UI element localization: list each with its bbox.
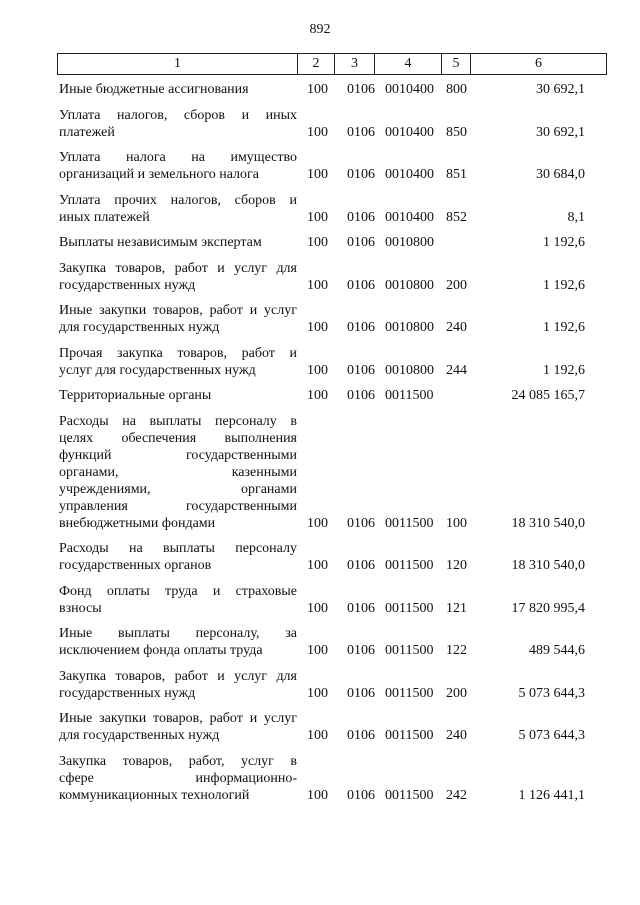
row-description <box>59 345 297 379</box>
expense-type-code: 100 <box>446 515 467 531</box>
description-line: органами, казенными <box>59 464 297 480</box>
table-row <box>57 753 607 804</box>
expense-type-code: 120 <box>446 558 467 573</box>
amount: 5 073 644,3 <box>518 685 585 701</box>
row-description <box>59 149 297 183</box>
amount: 5 073 644,3 <box>518 728 585 743</box>
description-line: для государственных нужд <box>59 728 220 743</box>
table-row <box>57 540 607 574</box>
section-code: 100 <box>307 167 328 182</box>
expense-type-code: 240 <box>446 728 467 743</box>
table-row <box>57 302 607 336</box>
amount: 18 310 540,0 <box>511 558 585 573</box>
header-col-6: 6 <box>535 56 542 71</box>
description-line: управления государственными <box>59 498 297 514</box>
section-code: 100 <box>307 82 328 97</box>
row-description <box>59 107 297 141</box>
table-header <box>57 53 607 75</box>
subsection-code: 0106 <box>347 209 375 225</box>
expense-type-code: 240 <box>446 320 467 335</box>
target-article-code: 0011500 <box>385 787 434 803</box>
description-line: сфере информационно- <box>59 770 297 786</box>
subsection-code: 0106 <box>347 787 375 803</box>
table-row <box>57 668 607 702</box>
row-description <box>59 710 297 744</box>
section-code: 100 <box>307 600 328 616</box>
target-article-code: 0011500 <box>385 515 434 531</box>
section-code: 100 <box>307 558 328 573</box>
description-line: платежей <box>59 124 115 140</box>
subsection-code: 0106 <box>347 558 375 573</box>
section-code: 100 <box>307 728 328 743</box>
subsection-code: 0106 <box>347 685 375 701</box>
target-article-code: 0010400 <box>385 167 434 182</box>
amount: 1 192,6 <box>543 320 585 335</box>
description-line: Территориальные органы <box>59 388 212 403</box>
subsection-code: 0106 <box>347 643 375 658</box>
description-line: Иные выплаты персоналу, за <box>59 626 297 641</box>
section-code: 100 <box>307 235 328 250</box>
subsection-code: 0106 <box>347 600 375 616</box>
subsection-code: 0106 <box>347 277 375 293</box>
amount: 17 820 995,4 <box>511 600 585 616</box>
target-article-code: 0011500 <box>385 600 434 616</box>
target-article-code: 0010400 <box>385 209 434 225</box>
row-description <box>59 81 297 98</box>
row-description <box>59 625 297 659</box>
section-code: 100 <box>307 362 328 378</box>
target-article-code: 0010400 <box>385 124 434 140</box>
row-description <box>59 583 297 617</box>
description-line: коммуникационных технологий <box>59 787 250 803</box>
description-line: Расходы на выплаты персоналу в <box>59 413 297 429</box>
expense-type-code: 200 <box>446 685 467 701</box>
description-line: Прочая закупка товаров, работ и <box>59 345 297 361</box>
table-row <box>57 413 607 532</box>
description-line: Выплаты независимым экспертам <box>59 235 262 250</box>
section-code: 100 <box>307 124 328 140</box>
row-description <box>59 260 297 294</box>
subsection-code: 0106 <box>347 320 375 335</box>
amount: 30 692,1 <box>536 124 585 140</box>
expense-type-code: 800 <box>446 82 467 97</box>
target-article-code: 0010800 <box>385 320 434 335</box>
table-row <box>57 387 607 404</box>
target-article-code: 0011500 <box>385 643 434 658</box>
description-line: Закупка товаров, работ и услуг для <box>59 260 297 276</box>
section-code: 100 <box>307 643 328 658</box>
description-line: Фонд оплаты труда и страховые <box>59 583 297 599</box>
target-article-code: 0010800 <box>385 362 434 378</box>
expense-type-code: 242 <box>446 787 467 803</box>
description-line: Уплата прочих налогов, сборов и <box>59 192 297 208</box>
description-line: государственных нужд <box>59 685 196 701</box>
amount: 1 192,6 <box>543 277 585 293</box>
expense-type-code: 121 <box>446 600 467 616</box>
amount: 24 085 165,7 <box>511 388 585 403</box>
description-line: организаций и земельного налога <box>59 167 259 182</box>
row-description <box>59 668 297 702</box>
table-row <box>57 260 607 294</box>
amount: 1 192,6 <box>543 362 585 378</box>
row-description <box>59 753 297 804</box>
section-code: 100 <box>307 515 328 531</box>
description-line: государственных нужд <box>59 277 196 293</box>
description-line: внебюджетными фондами <box>59 515 216 531</box>
amount: 18 310 540,0 <box>511 515 585 531</box>
target-article-code: 0011500 <box>385 388 434 403</box>
description-line: Расходы на выплаты персоналу <box>59 541 297 556</box>
description-line: для государственных нужд <box>59 320 220 335</box>
section-code: 100 <box>307 388 328 403</box>
description-line: Иные бюджетные ассигнования <box>59 82 249 97</box>
header-col-5: 5 <box>442 54 471 74</box>
subsection-code: 0106 <box>347 235 375 250</box>
description-line: Закупка товаров, работ и услуг для <box>59 668 297 684</box>
subsection-code: 0106 <box>347 388 375 403</box>
table-row <box>57 625 607 659</box>
table-row <box>57 192 607 226</box>
target-article-code: 0010800 <box>385 277 434 293</box>
table-row <box>57 234 607 251</box>
section-code: 100 <box>307 685 328 701</box>
expense-type-code: 200 <box>446 277 467 293</box>
description-line: Уплата налогов, сборов и иных <box>59 107 297 123</box>
amount: 489 544,6 <box>529 643 585 658</box>
description-line: Иные закупки товаров, работ и услуг <box>59 711 297 726</box>
subsection-code: 0106 <box>347 362 375 378</box>
subsection-code: 0106 <box>347 728 375 743</box>
subsection-code: 0106 <box>347 82 375 97</box>
subsection-code: 0106 <box>347 515 375 531</box>
row-description <box>59 192 297 226</box>
target-article-code: 0011500 <box>385 558 434 573</box>
description-line: Закупка товаров, работ, услуг в <box>59 753 297 769</box>
description-line: Уплата налога на имущество <box>59 150 297 165</box>
section-code: 100 <box>307 787 328 803</box>
table-row <box>57 345 607 379</box>
row-description <box>59 540 297 574</box>
description-line: учреждениями, органами <box>59 481 297 497</box>
expense-type-code: 852 <box>446 209 467 225</box>
subsection-code: 0106 <box>347 167 375 182</box>
amount: 30 692,1 <box>536 82 585 97</box>
amount: 8,1 <box>567 209 585 225</box>
target-article-code: 0011500 <box>385 685 434 701</box>
description-line: услуг для государственных нужд <box>59 362 256 378</box>
target-article-code: 0010400 <box>385 82 434 97</box>
expense-type-code: 850 <box>446 124 467 140</box>
row-description <box>59 387 297 404</box>
table-row <box>57 710 607 744</box>
expense-type-code: 851 <box>446 167 467 182</box>
header-col-4: 4 <box>375 54 442 74</box>
table-row <box>57 81 607 98</box>
description-line: исключением фонда оплаты труда <box>59 643 263 658</box>
row-description <box>59 413 297 532</box>
amount: 30 684,0 <box>536 167 585 182</box>
table-row <box>57 583 607 617</box>
description-line: государственных органов <box>59 558 212 573</box>
expense-type-code: 244 <box>446 362 467 378</box>
description-line: взносы <box>59 600 102 616</box>
row-description <box>59 234 297 251</box>
description-line: иных платежей <box>59 209 150 225</box>
section-code: 100 <box>307 277 328 293</box>
description-line: функций государственными <box>59 447 297 463</box>
row-description <box>59 302 297 336</box>
section-code: 100 <box>307 209 328 225</box>
header-col-3: 3 <box>335 54 375 74</box>
header-col-1: 1 <box>58 54 298 74</box>
description-line: Иные закупки товаров, работ и услуг <box>59 303 297 318</box>
header-col-2: 2 <box>298 54 335 74</box>
target-article-code: 0010800 <box>385 235 434 250</box>
target-article-code: 0011500 <box>385 728 434 743</box>
table-row <box>57 149 607 183</box>
section-code: 100 <box>307 320 328 335</box>
amount: 1 192,6 <box>543 235 585 250</box>
amount: 1 126 441,1 <box>518 787 585 803</box>
table-row <box>57 107 607 141</box>
expense-type-code: 122 <box>446 643 467 658</box>
subsection-code: 0106 <box>347 124 375 140</box>
description-line: целях обеспечения выполнения <box>59 430 297 446</box>
page-number: 892 <box>309 22 331 37</box>
